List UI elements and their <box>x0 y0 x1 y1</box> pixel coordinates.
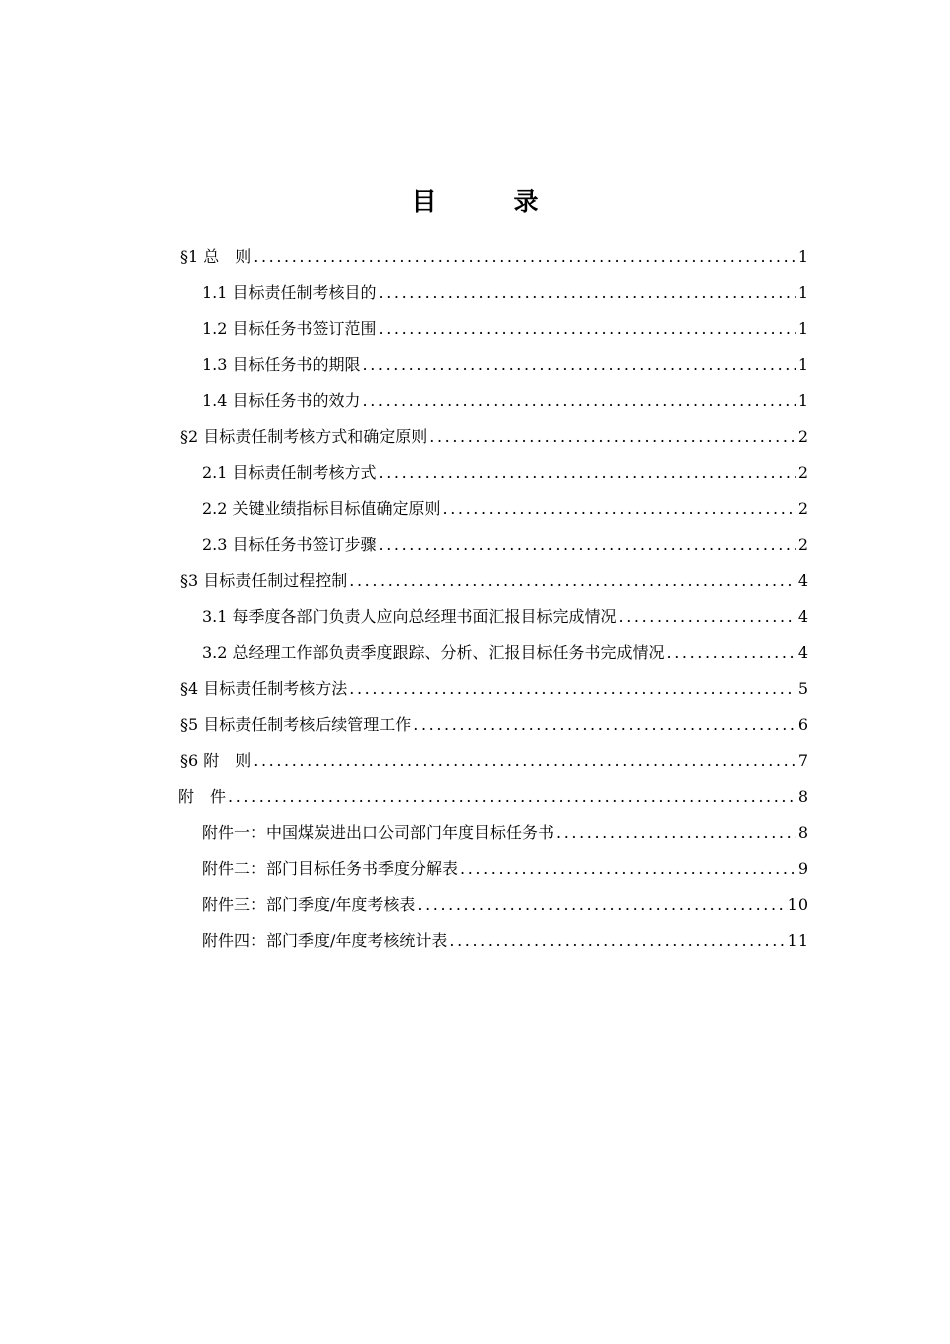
toc-page-number: 1 <box>797 283 808 302</box>
dot-leader <box>363 391 796 410</box>
toc-entry[interactable] <box>178 928 808 964</box>
dot-leader <box>228 787 796 806</box>
dot-leader <box>443 499 796 518</box>
dot-leader <box>413 715 796 734</box>
toc-page-number: 8 <box>797 823 808 842</box>
toc-entry-label: 附件三：部门季度/年度考核表 <box>202 895 416 914</box>
toc-entry-label: §3 目标责任制过程控制 <box>180 571 348 590</box>
toc-page-number: 2 <box>797 535 808 554</box>
toc-page-number: 10 <box>787 895 808 914</box>
toc-entry[interactable] <box>178 280 808 316</box>
toc-entry[interactable] <box>178 676 808 712</box>
toc-entry[interactable] <box>178 640 808 676</box>
toc-page-number: 2 <box>797 463 808 482</box>
dot-leader <box>619 607 796 626</box>
dot-leader <box>379 463 796 482</box>
toc-page-number: 2 <box>797 427 808 446</box>
toc-entry-label: §6 附 则 <box>180 751 252 770</box>
dot-leader <box>429 427 796 446</box>
toc-entry[interactable] <box>178 784 808 820</box>
dot-leader <box>379 535 796 554</box>
toc-title: 目 录 <box>411 187 565 216</box>
dot-leader <box>349 571 796 590</box>
toc-page-number: 4 <box>797 643 808 662</box>
toc-entry-label: 1.2 目标任务书签订范围 <box>202 319 377 338</box>
dot-leader <box>667 643 796 662</box>
toc-entry[interactable] <box>178 244 808 280</box>
toc-entry-label: 1.1 目标责任制考核目的 <box>202 283 377 302</box>
dot-leader <box>417 895 785 914</box>
toc-entry[interactable] <box>178 604 808 640</box>
toc-entry-label: 3.1 每季度各部门负责人应向总经理书面汇报目标完成情况 <box>202 607 617 626</box>
toc-entry[interactable] <box>178 892 808 928</box>
toc-page-number: 1 <box>797 355 808 374</box>
toc-entry-label: §5 目标责任制考核后续管理工作 <box>180 715 412 734</box>
toc-entry-label: 2.2 关键业绩指标目标值确定原则 <box>202 499 441 518</box>
toc-page-number: 1 <box>797 247 808 266</box>
toc-entry[interactable] <box>178 316 808 352</box>
dot-leader <box>349 679 796 698</box>
toc-entry[interactable] <box>178 388 808 424</box>
toc-page-number: 6 <box>797 715 808 734</box>
dot-leader <box>460 859 796 878</box>
toc-page-number: 1 <box>797 319 808 338</box>
toc-entry-label: 2.3 目标任务书签订步骤 <box>202 535 377 554</box>
toc-page-number: 4 <box>797 607 808 626</box>
toc-entry-label: §4 目标责任制考核方法 <box>180 679 348 698</box>
toc-entry-label: 3.2 总经理工作部负责季度跟踪、分析、汇报目标任务书完成情况 <box>202 643 665 662</box>
dot-leader <box>379 283 796 302</box>
toc-entry-label: 1.4 目标任务书的效力 <box>202 391 361 410</box>
toc-page-number: 7 <box>797 751 808 770</box>
toc-entry[interactable] <box>178 568 808 604</box>
dot-leader <box>379 319 796 338</box>
toc-entry-label: 附件二：部门目标任务书季度分解表 <box>202 859 459 878</box>
toc-entry-label: 附件四：部门季度/年度考核统计表 <box>202 931 448 950</box>
toc-page-number: 5 <box>797 679 808 698</box>
toc-entry[interactable] <box>178 712 808 748</box>
toc-entry[interactable] <box>178 748 808 784</box>
toc-entry-label: §1 总 则 <box>180 247 252 266</box>
toc-entry[interactable] <box>178 820 808 856</box>
toc-entry[interactable] <box>178 424 808 460</box>
toc-entry-label: 1.3 目标任务书的期限 <box>202 355 361 374</box>
dot-leader <box>363 355 796 374</box>
toc-page-number: 8 <box>797 787 808 806</box>
toc-page-number: 9 <box>797 859 808 878</box>
toc-entry-label: §2 目标责任制考核方式和确定原则 <box>180 427 428 446</box>
toc-entry[interactable] <box>178 460 808 496</box>
toc-page-number: 1 <box>797 391 808 410</box>
toc-entry[interactable] <box>178 496 808 532</box>
toc-page-number: 11 <box>787 931 808 950</box>
toc-entry-label: 附 件 <box>178 787 227 806</box>
toc-entry[interactable] <box>178 352 808 388</box>
toc-entry-label: 2.1 目标责任制考核方式 <box>202 463 377 482</box>
dot-leader <box>449 931 785 950</box>
dot-leader <box>253 751 796 770</box>
toc-page-number: 2 <box>797 499 808 518</box>
dot-leader <box>556 823 796 842</box>
toc-entry-label: 附件一：中国煤炭进出口公司部门年度目标任务书 <box>202 823 555 842</box>
table-of-contents <box>178 244 808 964</box>
toc-entry[interactable] <box>178 532 808 568</box>
toc-entry[interactable] <box>178 856 808 892</box>
toc-page-number: 4 <box>797 571 808 590</box>
dot-leader <box>253 247 796 266</box>
